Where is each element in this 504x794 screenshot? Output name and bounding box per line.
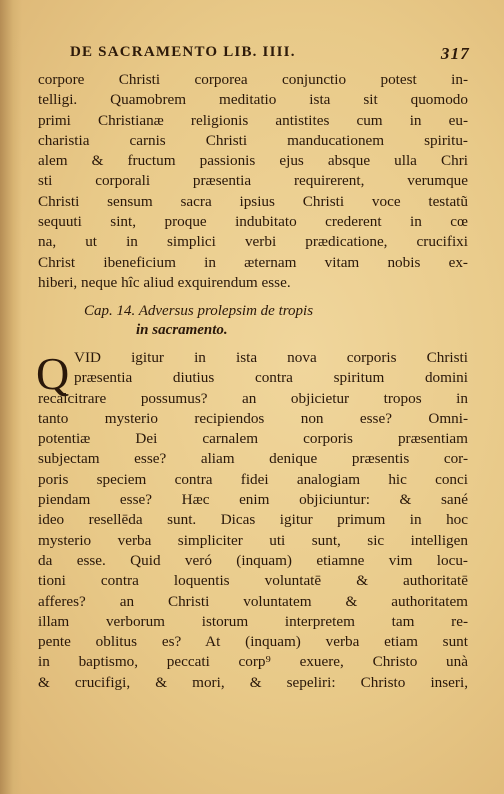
text-line: telligi. Quamobrem meditatio ista sit quomodo [38,91,468,109]
text-line: VID igitur in ista nova corporis Christi [74,349,468,366]
text-line: piendam esse? Hæc enim objiciuntur: & sané [38,491,468,509]
text-line: sequuti sint, proque indubitato crederent in cœ [38,213,468,231]
text-line: da esse. Quid veró (inquam) etiamne vim locu- [38,551,468,569]
caption-line-1: Cap. 14. Adversus prolepsim de tropis [84,303,314,319]
page-header [70,44,470,66]
text-line: afferes? an Christi voluntatem & authoritatem [38,592,468,610]
text-line: & crucifigi, & mori, & sepeliri: Christo inseri, [38,673,468,691]
text-line: corpore Christi corporea conjunctio potest in- [38,71,468,88]
text-line: poris speciem contra fidei analogiam hic conci [38,470,468,488]
chapter-caption [84,302,444,340]
text-line: mysterio verba simpliciter uti sunt, sic intelligen [38,531,468,549]
text-line: subjectam esse? aliam denique præsentis cor- [38,450,468,468]
text-line: Christi sensum sacra ipsius Christi voce testatũ [38,192,468,210]
text-line: na, ut in simplici verbi prædicatione, crucifixi [38,233,468,251]
text-line: tanto mysterio recipiendos non esse? Omni- [38,409,468,427]
text-line: Christ ibeneficium in æternam vitam nobis ex- [38,253,468,271]
caption-line-2: in sacramento. [136,322,228,338]
text-line: recalcitrare possumus? an objicietur tropos in [38,389,468,407]
text-line: tioni contra loquentis voluntatē & authoritatē [38,572,468,590]
text-line: charistia carnis Christi manducationem spiritu- [38,131,468,149]
text-line: pente oblitus es? At (inquam) verba etiam sunt [38,633,468,651]
drop-capital: Q [36,348,70,399]
text-line: præsentia diutius contra spiritum domini [74,369,468,387]
text-line: ideo resellēda sunt. Dicas igitur primum in hoc [38,511,468,529]
text-line: illam verborum istorum interpretem tam re- [38,612,468,630]
text-line: potentiæ Dei carnalem corporis præsentiam [38,430,468,448]
running-title: DE SACRAMENTO LIB. IIII. [70,44,296,60]
text-line: sti corporali præsentia requirerent, verumque [38,172,468,190]
paragraph-1 [38,70,468,293]
page-number: 317 [440,44,470,63]
text-line: hiberi, neque hîc aliud exquirendum esse. [38,273,291,291]
text-line: primi Christianæ religionis antistites cum in eu- [38,111,468,129]
text-line: alem & fructum passionis ejus absque ulla Chri [38,152,468,170]
paragraph-2 [38,348,468,693]
text-line: in baptismo, peccati corp⁹ exuere, Christo unà [38,653,468,671]
page-gutter-shadow [0,0,22,794]
